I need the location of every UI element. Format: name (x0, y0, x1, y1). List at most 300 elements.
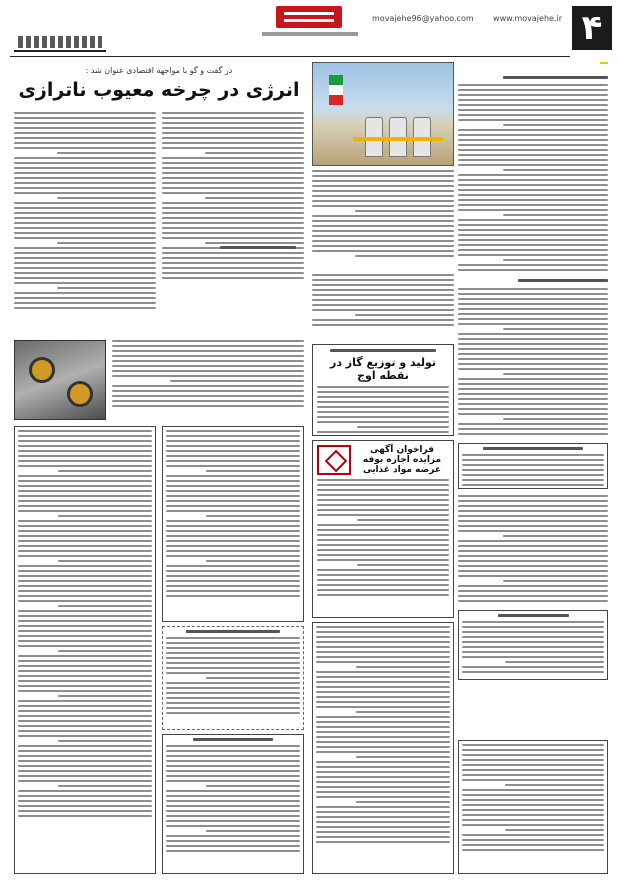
text-line (317, 589, 449, 591)
text-line (18, 475, 152, 477)
text-line (316, 676, 450, 678)
right-boxed-story (458, 443, 608, 489)
text-line (458, 500, 608, 502)
text-line (316, 736, 450, 738)
text-line (162, 202, 304, 204)
text-line (14, 302, 156, 304)
text-line (316, 741, 450, 743)
text-line (166, 550, 300, 552)
text-line (462, 834, 604, 836)
text-line (166, 770, 300, 772)
text-line (317, 574, 449, 576)
text-line (458, 239, 608, 241)
text-line (355, 210, 454, 212)
text-line (312, 240, 454, 242)
text-line (58, 695, 152, 697)
text-line (112, 365, 304, 367)
newspaper-logo-icon[interactable] (276, 6, 342, 28)
text-line (458, 433, 608, 435)
text-line (18, 800, 152, 802)
text-line (162, 212, 304, 214)
text-line (458, 154, 608, 156)
text-line (458, 343, 608, 345)
text-line (14, 277, 156, 279)
text-line (317, 391, 449, 393)
text-line (458, 525, 608, 527)
text-line (312, 294, 454, 296)
text-line (206, 470, 300, 472)
text-line (162, 127, 304, 129)
text-line (458, 348, 608, 350)
text-line (462, 839, 604, 841)
text-line (458, 144, 608, 146)
text-line (14, 117, 156, 119)
text-line (317, 401, 449, 403)
lead-story-body-left (14, 112, 156, 334)
text-line (458, 89, 608, 91)
text-line (162, 217, 304, 219)
text-line (14, 172, 156, 174)
text-line (166, 835, 300, 837)
text-line (166, 760, 300, 762)
text-line (14, 202, 156, 204)
text-line (166, 697, 300, 699)
text-line (162, 262, 304, 264)
text-line (503, 535, 608, 537)
text-line (458, 134, 608, 136)
text-line (14, 122, 156, 124)
text-line (14, 307, 156, 309)
text-line (458, 99, 608, 101)
text-line (162, 222, 304, 224)
text-line (458, 423, 608, 425)
text-line (57, 152, 156, 154)
text-line (14, 257, 156, 259)
text-line (166, 702, 300, 704)
text-line (166, 840, 300, 842)
text-line (166, 555, 300, 557)
issue-info-line (262, 32, 358, 36)
text-line (458, 179, 608, 181)
text-line (18, 615, 152, 617)
text-line (312, 279, 454, 281)
text-line (18, 610, 152, 612)
text-line (458, 550, 608, 552)
text-line (316, 821, 450, 823)
text-line (166, 590, 300, 592)
text-line (18, 525, 152, 527)
text-line (312, 284, 454, 286)
text-line (166, 520, 300, 522)
text-line (316, 691, 450, 693)
text-line (162, 177, 304, 179)
text-line (18, 775, 152, 777)
text-line (166, 495, 300, 497)
text-line (317, 431, 449, 433)
text-line (18, 730, 152, 732)
text-line (317, 534, 449, 536)
text-line (14, 137, 156, 139)
masthead (0, 0, 620, 58)
text-line (316, 816, 450, 818)
text-line (458, 109, 608, 111)
text-line (18, 795, 152, 797)
text-line (458, 149, 608, 151)
text-line (18, 600, 152, 602)
text-line (458, 308, 608, 310)
text-line (458, 505, 608, 507)
text-line (356, 801, 450, 803)
text-line (18, 595, 152, 597)
text-line (206, 785, 300, 787)
website-link[interactable]: www.movajehe.ir (493, 14, 562, 23)
text-line (357, 519, 449, 521)
text-line (462, 479, 604, 481)
text-line (312, 200, 454, 202)
text-line (18, 445, 152, 447)
text-line (458, 114, 608, 116)
text-line (166, 755, 300, 757)
text-line (14, 132, 156, 134)
text-line (162, 172, 304, 174)
text-line (58, 650, 152, 652)
text-line (312, 319, 454, 321)
text-line (462, 749, 604, 751)
text-line (166, 450, 300, 452)
text-line (462, 774, 604, 776)
text-line (166, 780, 300, 782)
text-line (112, 360, 304, 362)
text-line (462, 744, 604, 746)
text-line (458, 139, 608, 141)
text-line (458, 570, 608, 572)
text-line (18, 465, 152, 467)
text-line (312, 205, 454, 207)
text-line (316, 721, 450, 723)
text-line (162, 227, 304, 229)
text-line (18, 480, 152, 482)
text-line (166, 565, 300, 567)
text-line (166, 455, 300, 457)
text-line (166, 490, 300, 492)
text-line (14, 217, 156, 219)
text-line (166, 687, 300, 689)
text-line (503, 328, 608, 330)
text-line (18, 760, 152, 762)
text-line (166, 585, 300, 587)
text-line (503, 169, 608, 171)
text-line (458, 393, 608, 395)
text-line (316, 636, 450, 638)
text-line (458, 104, 608, 106)
text-line (505, 661, 604, 663)
text-line (462, 484, 604, 486)
text-line (317, 416, 449, 418)
text-line (18, 750, 152, 752)
text-line (18, 675, 152, 677)
text-line (58, 740, 152, 742)
text-line (316, 656, 450, 658)
text-line (458, 600, 608, 602)
page-number: ۴ (572, 6, 612, 50)
text-line (312, 230, 454, 232)
text-line (166, 475, 300, 477)
text-line (312, 170, 454, 172)
valve-icon (29, 357, 55, 383)
text-line (458, 174, 608, 176)
text-line (112, 345, 304, 347)
text-line (317, 406, 449, 408)
text-line (166, 692, 300, 694)
text-line (462, 474, 604, 476)
text-line (316, 771, 450, 773)
text-line (166, 850, 300, 852)
text-line (166, 825, 300, 827)
text-line (355, 314, 454, 316)
text-line (18, 485, 152, 487)
text-line (166, 637, 300, 639)
lead-headline-block (14, 66, 304, 106)
text-line (166, 800, 300, 802)
text-line (18, 665, 152, 667)
text-line (112, 405, 304, 407)
text-line (316, 701, 450, 703)
text-line (57, 197, 156, 199)
text-line (317, 509, 449, 511)
text-line (166, 505, 300, 507)
text-line (458, 378, 608, 380)
text-line (312, 245, 454, 247)
text-line (18, 505, 152, 507)
text-line (14, 232, 156, 234)
text-line (166, 662, 300, 664)
text-line (316, 626, 450, 628)
text-line (458, 388, 608, 390)
text-line (162, 237, 304, 239)
text-line (18, 590, 152, 592)
text-line (316, 661, 450, 663)
text-line (14, 222, 156, 224)
notice-column-4 (162, 734, 304, 874)
text-line (166, 642, 300, 644)
text-line (18, 810, 152, 812)
text-line (458, 204, 608, 206)
text-line (356, 711, 450, 713)
text-line (18, 735, 152, 737)
text-line (14, 177, 156, 179)
text-line (458, 224, 608, 226)
text-line (162, 187, 304, 189)
text-line (317, 549, 449, 551)
text-line (312, 274, 454, 276)
text-line (316, 671, 450, 673)
text-line (166, 525, 300, 527)
text-line (162, 207, 304, 209)
text-line (18, 700, 152, 702)
text-line (316, 811, 450, 813)
text-line (18, 770, 152, 772)
text-line (14, 237, 156, 239)
text-line (317, 479, 449, 481)
text-line (317, 539, 449, 541)
text-line (312, 289, 454, 291)
text-line (166, 510, 300, 512)
text-line (18, 435, 152, 437)
text-line (166, 535, 300, 537)
text-line (458, 323, 608, 325)
text-line (462, 799, 604, 801)
tender-notice-title[interactable]: فراخوان آگهی مزایده اجاره بوفه عرضه مواد غذایی (362, 445, 442, 475)
text-line (458, 298, 608, 300)
text-line (166, 795, 300, 797)
text-line (18, 575, 152, 577)
text-line (458, 520, 608, 522)
text-line (18, 555, 152, 557)
text-line (18, 725, 152, 727)
photo-side-text (112, 340, 304, 420)
text-line (18, 670, 152, 672)
text-line (458, 264, 608, 266)
text-line (14, 212, 156, 214)
text-line (18, 655, 152, 657)
text-line (18, 570, 152, 572)
gas-story-headline[interactable]: تولید و توزیع گاز در نقطه اوج (330, 356, 436, 382)
text-line (166, 667, 300, 669)
text-line (166, 595, 300, 597)
text-line (458, 199, 608, 201)
text-line (317, 544, 449, 546)
text-line (462, 759, 604, 761)
text-line (462, 454, 604, 456)
text-line (312, 180, 454, 182)
section-tag (600, 62, 608, 64)
text-line (162, 157, 304, 159)
text-line (14, 127, 156, 129)
text-line (112, 375, 304, 377)
text-line (458, 164, 608, 166)
text-line (166, 485, 300, 487)
text-line (317, 524, 449, 526)
text-line (505, 784, 604, 786)
notice-column-5 (312, 622, 454, 874)
text-line (162, 142, 304, 144)
flag-icon (329, 75, 343, 105)
text-line (462, 671, 604, 673)
text-line (458, 129, 608, 131)
text-line (166, 570, 300, 572)
text-line (162, 122, 304, 124)
text-line (458, 184, 608, 186)
text-line (316, 751, 450, 753)
text-line (458, 318, 608, 320)
text-line (166, 545, 300, 547)
text-line (18, 690, 152, 692)
notice-column-1 (14, 426, 156, 874)
text-line (162, 167, 304, 169)
text-line (458, 219, 608, 221)
text-line (14, 112, 156, 114)
text-line (458, 585, 608, 587)
text-line (316, 706, 450, 708)
text-line (458, 288, 608, 290)
text-line (317, 554, 449, 556)
text-line (458, 269, 608, 271)
text-line (14, 227, 156, 229)
text-line (18, 530, 152, 532)
email-text[interactable]: movajehe96@yahoo.com (372, 14, 474, 23)
contact-links (372, 14, 562, 23)
text-line (18, 630, 152, 632)
text-line (316, 786, 450, 788)
text-line (316, 761, 450, 763)
text-line (14, 207, 156, 209)
text-line (317, 529, 449, 531)
text-line (166, 440, 300, 442)
text-line (462, 464, 604, 466)
text-line (14, 157, 156, 159)
text-line (18, 765, 152, 767)
text-line (206, 560, 300, 562)
text-line (14, 182, 156, 184)
notice-column-6 (458, 740, 608, 874)
text-line (18, 620, 152, 622)
text-line (458, 229, 608, 231)
text-line (316, 696, 450, 698)
text-line (458, 293, 608, 295)
text-line (312, 215, 454, 217)
text-line (462, 769, 604, 771)
text-line (312, 185, 454, 187)
text-line (312, 235, 454, 237)
text-line (462, 844, 604, 846)
text-line (57, 242, 156, 244)
text-line (18, 640, 152, 642)
text-line (18, 585, 152, 587)
text-line (317, 579, 449, 581)
text-line (18, 500, 152, 502)
text-line (312, 225, 454, 227)
text-line (317, 594, 449, 596)
text-line (18, 790, 152, 792)
text-line (206, 830, 300, 832)
text-line (458, 540, 608, 542)
text-line (316, 686, 450, 688)
text-line (18, 715, 152, 717)
right-bottom-notice (458, 610, 608, 680)
text-line (458, 565, 608, 567)
text-line (18, 645, 152, 647)
text-line (58, 605, 152, 607)
text-line (458, 119, 608, 121)
text-line (503, 124, 608, 126)
text-line (462, 764, 604, 766)
text-line (205, 197, 304, 199)
text-line (14, 187, 156, 189)
text-line (503, 580, 608, 582)
text-line (166, 672, 300, 674)
page-title (14, 34, 106, 52)
lead-headline[interactable]: انرژی در چرخه معیوب ناترازی (18, 79, 300, 101)
text-line (18, 680, 152, 682)
text-line (162, 132, 304, 134)
text-line (316, 631, 450, 633)
text-line (462, 651, 604, 653)
text-line (18, 490, 152, 492)
text-line (316, 826, 450, 828)
text-line (58, 515, 152, 517)
text-line (18, 815, 152, 817)
text-line (162, 182, 304, 184)
